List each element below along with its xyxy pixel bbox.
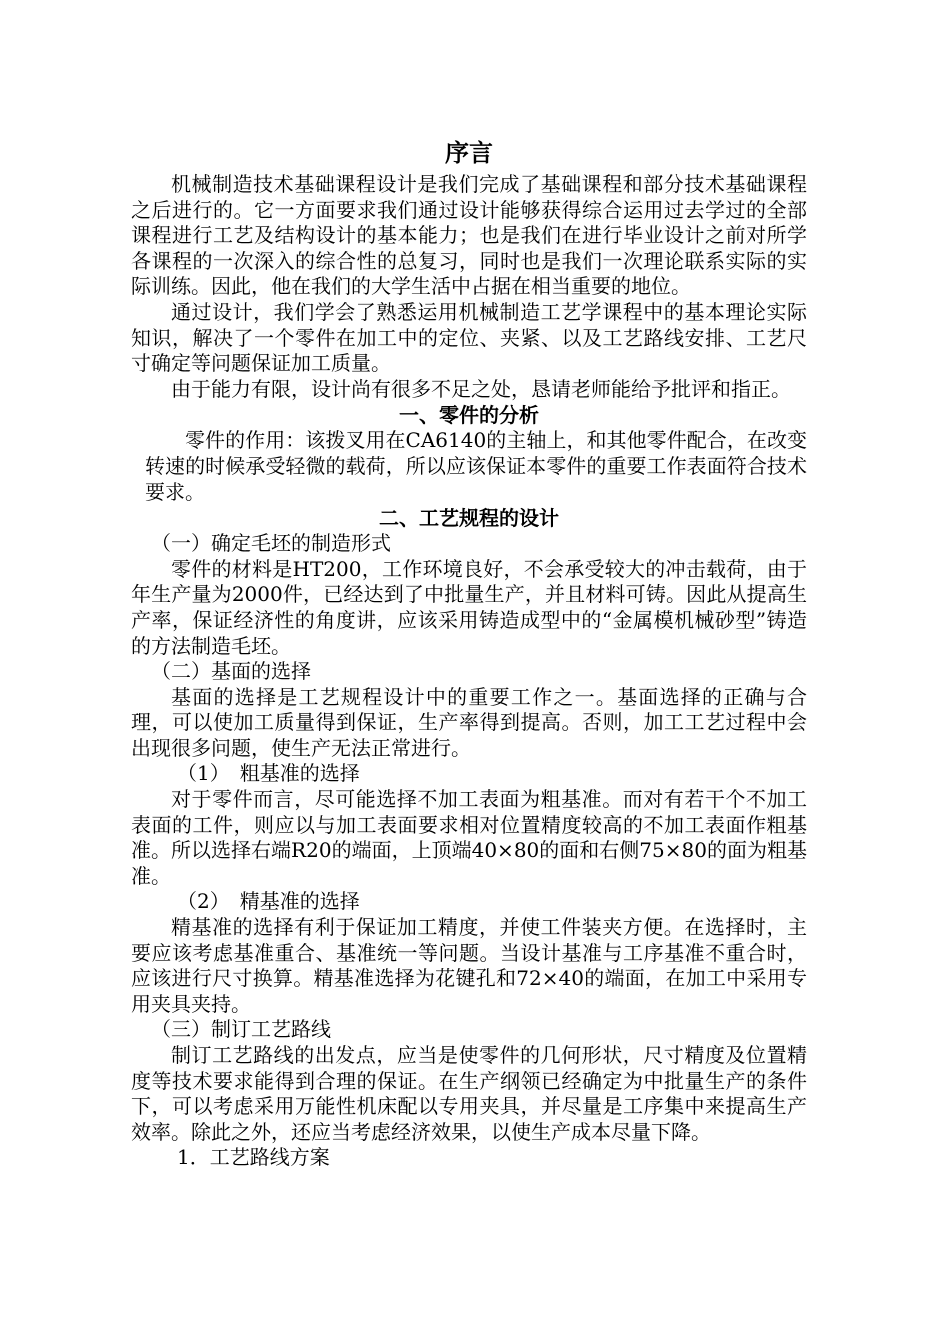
preface-paragraph-3: 由于能力有限，设计尚有很多不足之处，恳请老师能给予批评和指正。 [171,376,791,401]
section-1-heading: 一、零件的分析 [399,403,539,428]
preface-paragraph-2: 通过设计，我们学会了熟悉运用机械制造工艺学课程中的基本理论实际知识，解决了一个零件在加工中的定位、夹紧、以及工艺路线安排、工艺尺寸确定等问题保证加工质量。 [131,299,807,376]
blank-form-paragraph: 零件的材料是HT200，工作环境良好，不会承受较大的冲击载荷，由于年生产量为2000件，已经达到了中批量生产，并且材料可铸。因此从提高生产率，保证经济性的角度讲，应该采用铸造成型中的“金属模机械砂型”铸造的方法制造毛坯。 [131,556,807,658]
section-2-heading: 二、工艺规程的设计 [379,506,559,531]
datum-selection-heading: （二）基面的选择 [151,659,311,684]
process-route-heading: （三）制订工艺路线 [151,1017,331,1042]
fine-datum-paragraph: 精基准的选择有利于保证加工精度，并使工件装夹方便。在选择时，主要应该考虑基准重合、基准统一等问题。当设计基准与工序基准不重合时，应该进行尺寸换算。精基准选择为花键孔和72×40的端面，在加工中采用专用夹具夹持。 [131,915,807,1016]
preface-title: 序言 [445,138,493,167]
preface-paragraph-1: 机械制造技术基础课程设计是我们完成了基础课程和部分技术基础课程之后进行的。它一方面要求我们通过设计能够获得综合运用过去学过的全部课程进行工艺及结构设计的基本能力；也是我们在进行毕业设计之前对所学各课程的一次深入的综合性的总复习，同时也是我们一次理论联系实际的实际训练。因此，他在我们的大学生活中占据在相当重要的地位。 [131,172,807,299]
process-route-paragraph: 制订工艺路线的出发点，应当是使零件的几何形状，尺寸精度及位置精度等技术要求能得到合理的保证。在生产纲领已经确定为中批量生产的条件下，可以考虑采用万能性机床配以专用夹具，并尽量是工序集中来提高生产效率。除此之外，还应当考虑经济效果，以使生产成本尽量下降。 [131,1043,807,1144]
rough-datum-heading: （1） 粗基准的选择 [177,761,360,786]
datum-selection-paragraph: 基面的选择是工艺规程设计中的重要工作之一。基面选择的正确与合理，可以使加工质量得到保证，生产率得到提高。否则，加工工艺过程中会出现很多问题，使生产无法正常进行。 [131,684,807,760]
process-route-plan-heading: 1．工艺路线方案 [177,1145,330,1170]
rough-datum-paragraph: 对于零件而言，尽可能选择不加工表面为粗基准。而对有若干个不加工表面的工件，则应以与加工表面要求相对位置精度较高的不加工表面作粗基准。所以选择右端R20的端面，上顶端40×80的面和右侧75×80的面为粗基准。 [131,787,807,888]
document-page [131,132,807,1171]
part-function-paragraph: 零件的作用：该拨叉用在CA6140的主轴上，和其他零件配合，在改变转速的时候承受轻微的载荷，所以应该保证本零件的重要工作表面符合技术要求。 [145,428,807,504]
fine-datum-heading: （2） 精基准的选择 [177,889,360,914]
blank-form-heading: （一）确定毛坯的制造形式 [151,531,391,556]
